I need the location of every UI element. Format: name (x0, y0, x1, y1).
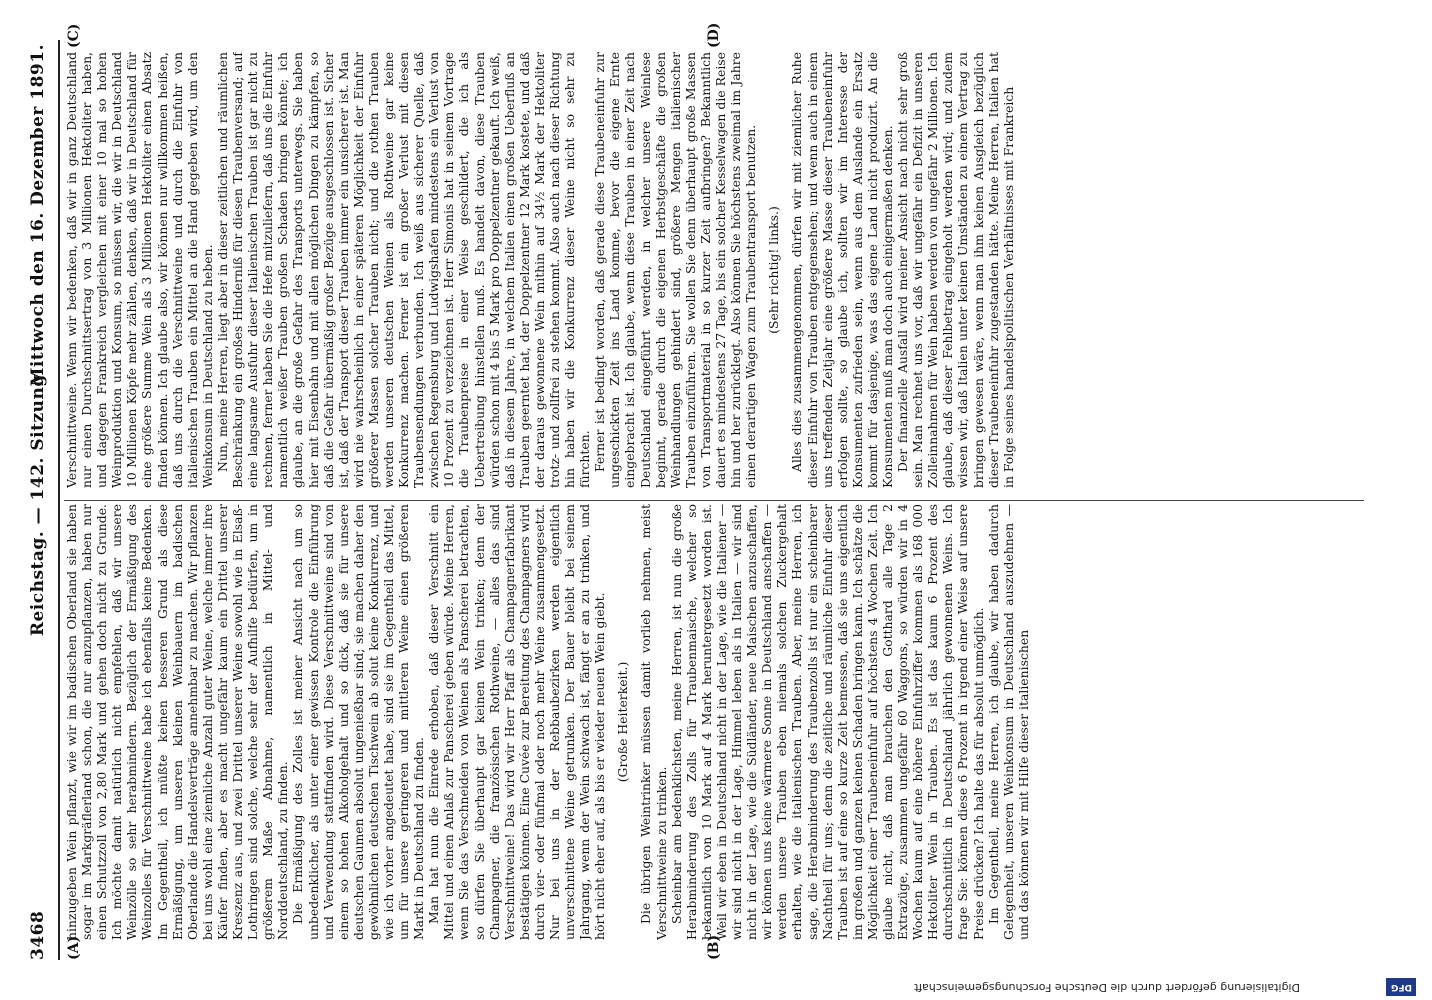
session-date: Mittwoch den 16. Dezember 1891. (28, 44, 48, 387)
applause-note: (Große Heiterkeit.) (615, 661, 631, 783)
left-paragraph: Man hat nun die Einrede erhoben, daß dieser Verschnitt ein Mittel und einen Anlaß zur Panscherei geben würde. Meine Herren, wenn Sie das Verschneiden von Weinen als Panscherei betrachten, so dürfen Sie überhaupt gar keinen Wein trinken; denn der Champagner, die französischen Rothweine, — alles das sind Verschnittweine! Das wird wir Herr Pfaff als Champagnerfabrikant bestätigen können. Eine Cuvée zur Bereitung des Champagners wird durch vier- oder fünfmal oder noch mehr Weine zusammengesetzt. Nur bei uns in der Rebbaubezirken werden eigentlich unverschnittene Weine getrunken. Der Bauer bleibt bei seinem Jahrgang, wenn der Wein schwach ist, fängt er an zu trinken, und hört nicht eher auf, als bis er wieder neuen Wein giebt. (426, 504, 608, 940)
page-number: 3468 (28, 910, 48, 960)
column-divider (64, 500, 1364, 501)
margin-mark-c: (C) (66, 23, 82, 48)
right-column (64, 52, 1384, 488)
applause-note: (Sehr richtig! links.) (766, 206, 782, 334)
left-paragraph: Die übrigen Weintrinker müssen damit vorlieb nehmen, meist Verschnittweine zu trinken. (638, 504, 669, 940)
digitization-credit (200, 978, 1400, 994)
left-paragraph: Die Ermäßigung des Zolles ist meiner Ansicht nach um so unbedenklicher, als unter einer gewissen Kontrole die Einführung und Verwendung stattfinden wird. Diese Verschnittweine sind von einem so hohen Alkoholgehalt und so dick, daß sie für unsere deutschen Gaumen absolut ungenießbar sind; sie machen daher den gewöhnlichen deutschen Tischwein ab solut keine Konkurrenz, und wie ich vorher angedeutet habe, sind sie im Gegentheil das Mittel, um für unsere geringeren und mittleren Weine einen größeren Markt in Deutschland zu finden. (290, 504, 427, 940)
dfg-logo-text: DFG (1390, 982, 1412, 992)
right-paragraph: Ferner ist bedingt worden, daß gerade diese Traubeneinfuhr zur ungeschickten Zeit ins Land komme, bevor die eigene Ernte eingebracht ist. Ich glaube, wenn diese Trauben in einer Zeit nach Deutschland eingeführt werden, in welcher unsere Weinlese beginnt, gerade durch die eigenen Herbstgeschäfte die großen Weinhandlungen gehindert sind, größere Mengen italienischer Trauben einzuführen. Sie wollen Sie denn überhaupt große Massen von Transportmaterial in so kurzer Zeit aufbringen? Bekanntlich dauert es mindestens 27 Tage, bis ein solcher Kesselwagen die Reise hin und her zurücklegt. Also können Sie höchstens zweimal im Jahre einen derartigen Wagen zum Traubentransport benutzen. (592, 52, 759, 488)
dfg-logo (1386, 978, 1416, 996)
margin-mark-a: (A) (66, 935, 82, 960)
left-column (64, 504, 1384, 940)
left-paragraph: Scheinbar am bedenklichsten, meine Herren, ist nun die große Herabminderung des Zolls für Traubenmaische, welcher so bekanntlich von 10 Mark auf 4 Mark heruntergesetzt worden ist. Weil wir eben in Deutschland nicht in der Lage, wie die Italiener — wir sind nicht in der Lage, Himmel leben als in Italien — wir sind nicht in der Lage, wie die Südländer, neue Maischen anzuschaffen, wir können uns keine wärmere Sonne in Deutschland anschaffen — werden unsere Trauben eben niemals solchen Zuckergehalt erhalten, wie die italienischen Trauben. Aber, meine Herren, ich sage, die Herabminderung des Traubenzolls ist nur ein scheinbarer Nachtheil für uns; denn die zeitliche und räumliche Einfuhr dieser Trauben ist auf eine so kurze Zeit bemessen, daß sie uns eigentlich im großen und ganzen keinen Schaden bringen kann. Ich schätze die Möglichkeit einer Traubeneinfuhr auf höchstens 4 Wochen Zeit. Ich glaube nicht, daß man brauchen den Gotthard alle Tage 2 Extrazüge, zusammen ungefähr 60 Waggons, so würden wir in 4 Wochen kaum auf eine höhere Einfuhrziffer kommen als 168 000 Hektoliter Wein in Trauben. Es ist das kaum 6 Prozent des durchschnittlich in Deutschland jährlich gewonnenen Weins. Ich frage Sie: können diese 6 Prozent in irgend einer Weise auf unsere Preise drücken? Ich halte das für absolut unmöglich. (668, 504, 986, 940)
right-paragraph: Nun, meine Herren, liegt aber in dieser zeitlichen und räumlichen Beschränkung ein großes Hinderniß für diesen Traubenversand; auf eine langsame Ausfuhr dieser italienischen Trauben ist gar nicht zu rechnen, ferner haben Sie die Hefe mitzuliefern, daß uns die Einfuhr namentlich weißer Trauben großen Schaden bringen könnte; ich glaube, an die große Gefahr des Transports unterwegs. Sie haben hier mit Eisenbahn und mit allen möglichen Dingen zu kämpfen, so daß die Gefahr übermäßig großer Bezüge ausgeschlossen ist. Sicher ist, daß der Transport dieser Trauben immer ein unsicherer ist. Man wird nie wahrscheinlich in einer späteren Möglichkeit der Einfuhr größerer Massen solcher Trauben nicht; und die rothen Trauben werden unseren deutschen Weinen als Rothweine gar keine Konkurrenz machen. Ferner ist ein großer Verlust mit diesen Traubensendungen verbunden. Ich weiß aus sicherer Quelle, daß zwischen Regensburg und Ludwigshafen mindestens ein Verlust von 10 Prozent zu verzeichnen ist. Herr Simonis hat in seinem Vortrage die Traubenpreise in einer Weise geschildert, die ich als Uebertreibung hinstellen muß. Es handelt davon, diese Trauben würden schon mit 4 bis 5 Mark pro Doppelzentner gekauft. Ich weiß, daß in diesem Jahre, in welchem Italien einen großen Ueberfluß an Trauben geerntet hat, der Doppelzentner 12 Mark kostete, und daß der daraus gewonnene Wein mithin auf 34½ Mark der Hektoliter trotz- und zollfrei zu stehen kommt. Also auch nach dieser Richtung hin haben wir die Konkurrenz dieser Weine nicht so sehr zu fürchten. (214, 52, 593, 488)
header-rule (58, 40, 60, 960)
credit-text: Digitalisierung gefördert durch die Deutsche Forschungsgemeinschaft (914, 981, 1300, 994)
right-paragraph: Der finanzielle Ausfall wird meiner Ansicht nach nicht sehr groß sein. Man rechnet uns vor, daß wir ungefähr ein Defizit in unseren Zolleinnahmen für Wein haben werden von ungefähr 2 Millionen. Ich glaube, daß dieser Fehlbetrag eingeholt werden wird; und zudem wissen wir, daß Italien unter keinen Umständen zu einem Vertrag zu bringen gewesen wäre, wenn man ihm keinen Ausgleich bezüglich dieser Traubeneinfuhr zugestanden hätte. Meine Herren, Italien hat in Folge seines handelspolitischen Verhältnisses mit Frankreich (895, 52, 1016, 488)
margin-mark-d: (D) (706, 22, 722, 48)
right-paragraph: Alles dies zusammengenommen, dürfen wir mit ziemlicher Ruhe dieser Einfuhr von Trauben entgegensehen; und wenn auch in einem uns treffenden Zeitjahr eine größere Masse dieser Traubeneinfuhr erfolgen sollte, so glaube ich, sollten wir im Interesse der Konsumenten zufrieden sein, wenn aus dem Auslande ein Ersatz kommt für dasjenige, was das eigene Land nicht produzirt. An die Konsumenten muß man doch auch einigermaßen denken. (789, 52, 895, 488)
left-paragraph: hinzugeben Wein pflanzt, wie wir im badischen Oberland sie haben sogar im Markgräflerland schon, die nur anzupflanzen, haben nur einen Schutzzoll von 2,80 Mark und gehen doch nicht zu Grunde. Ich möchte damit natürlich nicht empfehlen, daß wir unsere Weinzölle so sehr herabmindern. Bezüglich der Ermäßigung des Weinzolles für Verschnittweine habe ich ebenfalls keine Bedenken. Im Gegentheil, ich müßte keinen besseren Grund als diese Ermäßigung, um unseren kleinen Weinbauern im badischen Oberlande die Handelsverträge annehmbar zu machen. Wir pflanzen bei uns wohl eine ziemliche Anzahl guter Weine, welche immer ihre Käufer finden, aber es macht ungefähr kaum ein Drittel unserer Kreszenz aus, und zwei Drittel unserer Weine sowohl wie in Elsaß-Lothringen sind solche, welche sehr der Aufhilfe bedürfen, um in größerem Maße Abnahme, namentlich in Mittel- und Norddeutschland, zu finden. (64, 504, 291, 940)
session-title: Reichstag. — 142. Sitzung. (28, 367, 48, 637)
left-paragraph: Im Gegentheil, meine Herren, ich glaube, wir haben dadurch Gelegenheit, unseren Weinkonsum in Deutschland auszudehnen — und das können wir mit Hilfe dieser italienischen (985, 504, 1031, 940)
right-paragraph: Verschnittweine. Wenn wir bedenken, daß wir in ganz Deutschland nur einen Durchschnittsertrag von 3 Millionen Hektoliter haben, und dagegen Frankreich vergleichen mit einer 10 mal so hohen Weinproduktion und Konsum, so müssen wir, die wir in Deutschland 10 Millionen Köpfe mehr zählen, denken, daß wir in Deutschland für eine größere Summe Wein als 3 Millionen Hektoliter einen Absatz finden können. Ich glaube also, wir können nur willkommen heißen, daß uns durch die Verschnittweine und durch die Einfuhr von italienischen Trauben ein Mittel an die Hand gegeben wird, um den Weinkonsum in Deutschland zu heben. (64, 52, 215, 488)
page-header (28, 44, 56, 960)
margin-mark-b: (B) (706, 934, 722, 960)
